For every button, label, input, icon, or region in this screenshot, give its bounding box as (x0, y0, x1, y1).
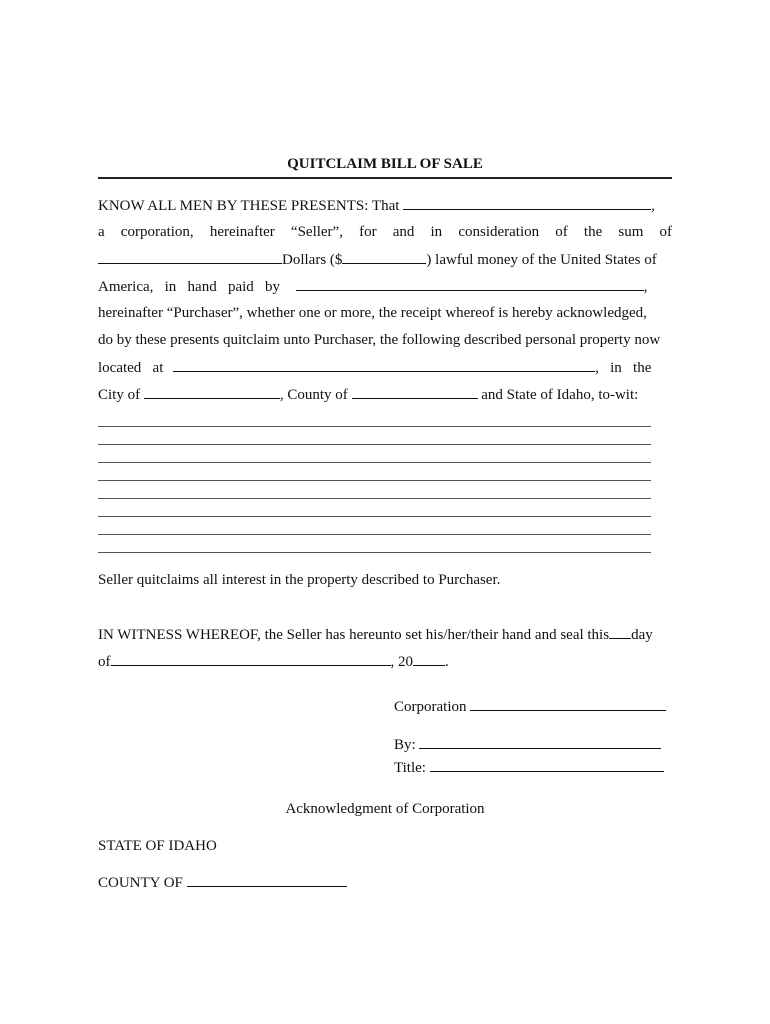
day-label: day (631, 627, 653, 643)
title-line (394, 758, 664, 777)
title-label: Title: (394, 760, 426, 776)
of-label: of (98, 654, 111, 670)
property-line[interactable] (98, 480, 651, 481)
acknowledgment-heading: Acknowledgment of Corporation (285, 801, 485, 817)
by-label: By: (394, 737, 416, 753)
located-at-text: located at (98, 360, 164, 376)
county-field[interactable] (352, 385, 478, 399)
seller-statement: Seller quitclaims all interest in the property described to Purchaser. (98, 572, 501, 588)
purchaser-line: hereinafter “Purchaser”, whether one or more, the receipt whereof is hereby acknowledged, (98, 305, 647, 321)
county-of-field[interactable] (187, 873, 347, 887)
city-label: City of (98, 387, 141, 403)
witness-text: IN WITNESS WHEREOF, the Seller has hereunto set his/her/their hand and seal this (98, 627, 610, 643)
comma: , (651, 198, 655, 214)
corporation-label: Corporation (394, 699, 467, 715)
property-line[interactable] (98, 534, 651, 535)
city-county-line (98, 385, 672, 404)
intro-line (98, 196, 672, 215)
seller-line: a corporation, hereinafter “Seller”, for and in consideration of the sum of (98, 224, 672, 240)
property-line[interactable] (98, 552, 651, 553)
property-line[interactable] (98, 516, 651, 517)
amount-numeric-field[interactable] (342, 250, 426, 264)
corporation-field[interactable] (470, 697, 666, 711)
document-title: QUITCLAIM BILL OF SALE (98, 156, 672, 179)
comma: , (643, 279, 648, 295)
year-label: , 20 (390, 654, 413, 670)
paid-by-text: America, in hand paid by (98, 279, 281, 295)
corporation-line (394, 697, 666, 716)
property-line[interactable] (98, 426, 651, 427)
quitclaim-line: do by these presents quitclaim unto Purchaser, the following described personal property now (98, 332, 661, 348)
location-line (98, 358, 672, 377)
county-of-label: COUNTY OF (98, 875, 183, 891)
dollars-label: Dollars ($ (282, 252, 343, 268)
county-label: , County of (279, 387, 348, 403)
paid-by-line (98, 277, 672, 296)
by-line (394, 735, 661, 754)
property-line[interactable] (98, 462, 651, 463)
year-field[interactable] (413, 652, 445, 666)
in-the-text: , in the (595, 360, 652, 376)
property-line[interactable] (98, 498, 651, 499)
witness-line (98, 625, 672, 644)
seller-name-field[interactable] (403, 196, 651, 210)
amount-line (98, 250, 672, 269)
intro-text: KNOW ALL MEN BY THESE PRESENTS: That (98, 198, 400, 214)
state-of-idaho: STATE OF IDAHO (98, 838, 217, 854)
witness-date-line (98, 652, 672, 671)
title-field[interactable] (430, 758, 664, 772)
month-field[interactable] (111, 652, 391, 666)
state-text: and State of Idaho, to-wit: (481, 387, 639, 403)
location-field[interactable] (173, 358, 595, 372)
lawful-money-text: ) lawful money of the United States of (426, 252, 657, 268)
purchaser-name-field[interactable] (296, 277, 644, 291)
city-field[interactable] (144, 385, 280, 399)
amount-words-field[interactable] (98, 250, 282, 264)
county-of-line (98, 873, 672, 892)
period: . (445, 654, 449, 670)
property-line[interactable] (98, 444, 651, 445)
day-field[interactable] (609, 625, 631, 639)
by-signature-field[interactable] (419, 735, 661, 749)
